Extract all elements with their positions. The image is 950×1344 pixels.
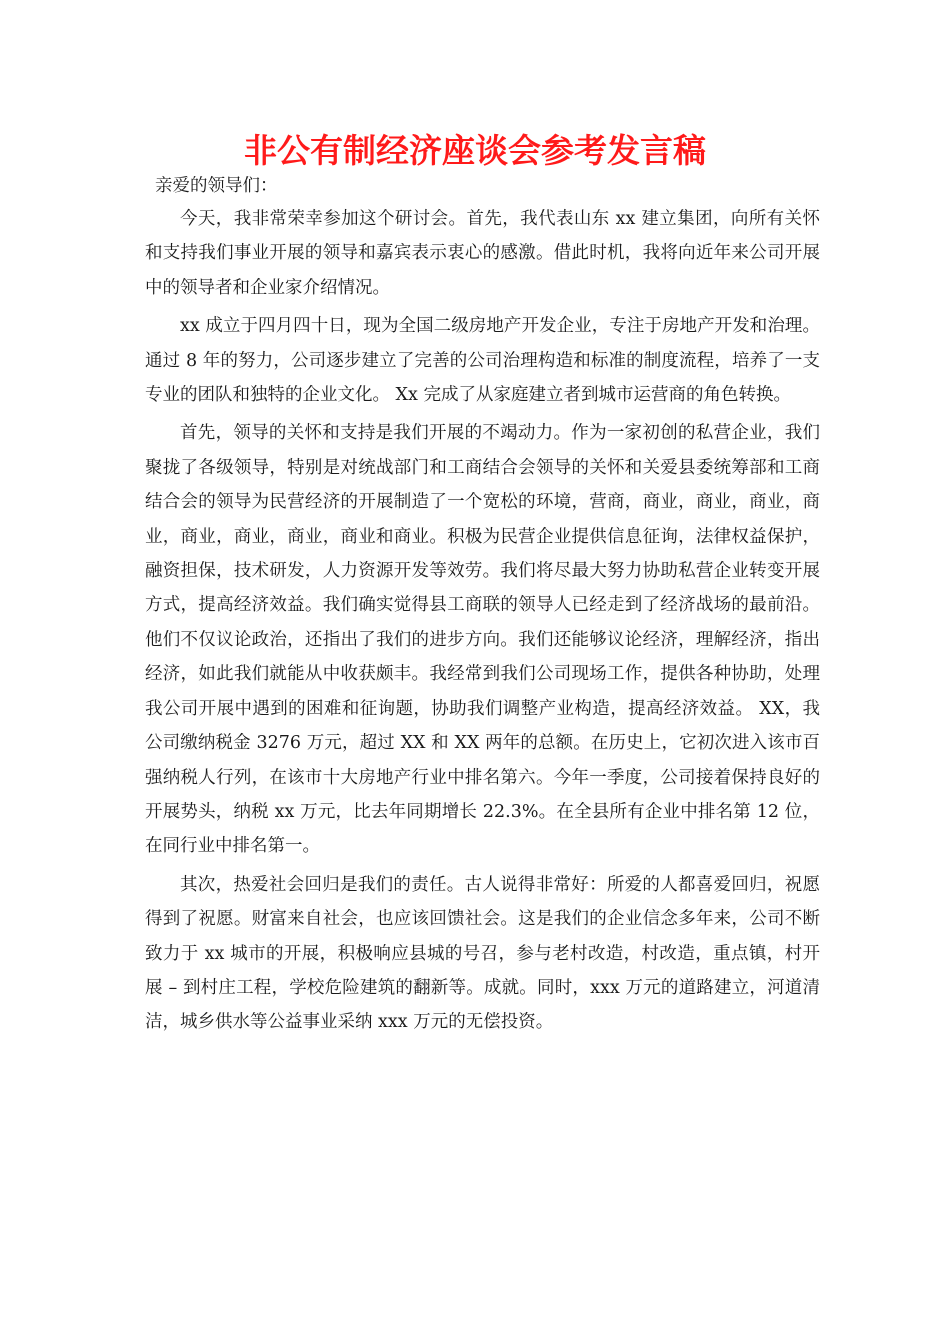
paragraph-leadership-support: 首先，领导的关怀和支持是我们开展的不竭动力。作为一家初创的私营企业，我们聚拢了各级领导，特别是对统战部门和工商结合会领导的关怀和关爱县委统筹部和工商结合会的领导为民营经济的开展制造了一个宽松的环境，营商，商业，商业，商业，商业，商业，商业，商业，商业和商业。积极为民营企业提供信息征询，法律权益保护，融资担保，技术研发，人力资源开发等效劳。我们将尽最大努力协助私营企业转变开展方式，提高经济效益。我们确实觉得县工商联的领导人已经走到了经济战场的最前沿。他们不仅议论政治，还指出了我们的进步方向。我们还能够议论经济，理解经济，指出经济，如此我们就能从中收获颇丰。我经常到我们公司现场工作，提供各种协助，处理我公司开展中遇到的困难和征询题，协助我们调整产业构造，提高经济效益。 XX，我公司缴纳税金 3276 万元，超过 XX 和 XX 两年的总额。在历史上，它初次进入该市百强纳税人行列，在该市十大房地产行业中排名第六。今年一季度，公司接着保持良好的开展势头，纳税 xx 万元，比去年同期增长 22.3%。在全县所有企业中排名第 12 位，在同行业中排名第一。: [145, 423, 820, 857]
paragraph-social-responsibility: 其次，热爱社会回归是我们的责任。古人说得非常好：所爱的人都喜爱回归，祝愿得到了祝愿。财富来自社会，也应该回馈社会。这是我们的企业信念多年来，公司不断致力于 xx 城市的开展，积极响应县城的号召，参与老村改造，村改造，重点镇，村开展 – 到村庄工程，学校危险建筑的翻新等。成就。同时，xxx 万元的道路建立，河道清洁，城乡供水等公益事业采纳 xxx 万元的无偿投资。: [145, 874, 820, 1033]
greeting-line: 亲爱的领导们：: [155, 176, 278, 196]
paragraph-company-profile: xx 成立于四月四十日，现为全国二级房地产开发企业，专注于房地产开发和治理。通过 8 年的努力，公司逐步建立了完善的公司治理构造和标准的制度流程，培养了一支专业的团队和独特的企业文化。 Xx 完成了从家庭建立者到城市运营商的角色转换。: [145, 316, 820, 406]
document-body: [145, 170, 820, 1044]
document-title: 非公有制经济座谈会参考发言稿: [244, 131, 706, 170]
paragraph-intro: 今天，我非常荣幸参加这个研讨会。首先，我代表山东 xx 建立集团，向所有关怀和支持我们事业开展的领导和嘉宾表示衷心的感激。借此时机，我将向近年来公司开展中的领导者和企业家介绍情况。: [145, 209, 820, 298]
